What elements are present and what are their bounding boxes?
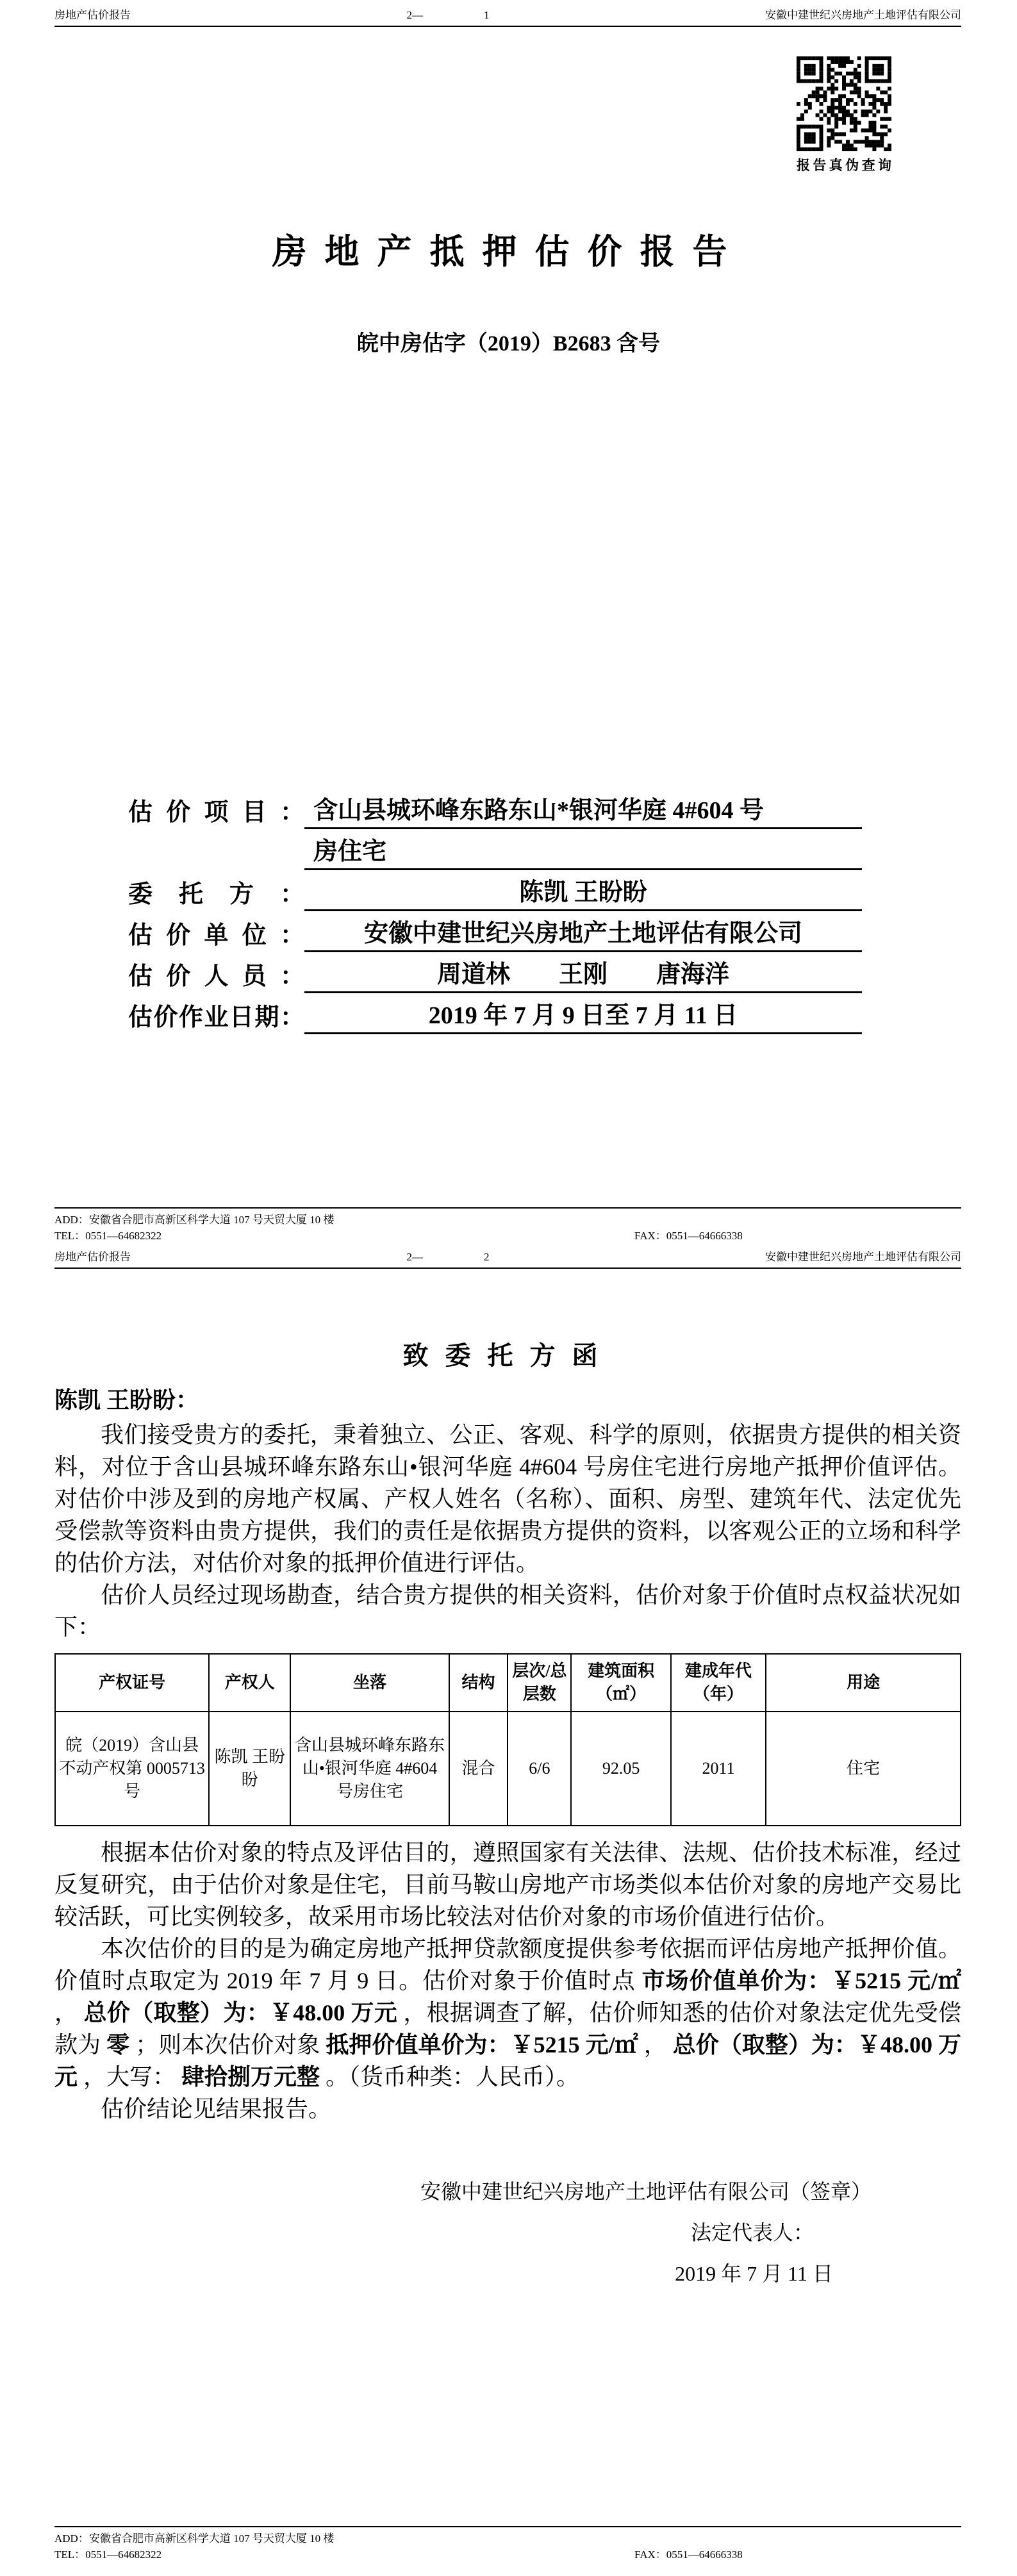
signature-block: [54, 2171, 961, 2294]
header-page-number: [407, 9, 490, 22]
report-title: 房地产抵押估价报告: [272, 233, 745, 271]
form-label-empty: [128, 868, 304, 870]
cover-form: [128, 788, 862, 1034]
cell-structure: 混合: [449, 1712, 508, 1826]
page-footer: [54, 1207, 961, 1242]
header-company-name: 安徽中建世纪兴房地产土地评估有限公司: [765, 1251, 961, 1263]
para4-segment: ；则本次估价对象: [135, 2032, 320, 2058]
col-header-structure: 结构: [449, 1654, 508, 1712]
property-rights-table: [54, 1653, 961, 1826]
cell-floor: 6/6: [508, 1712, 571, 1826]
header-doc-title: 房地产估价报告: [54, 9, 131, 21]
form-value-work-dates: 2019 年 7 月 9 日至 7 月 11 日: [304, 1002, 862, 1034]
page-header: [54, 1242, 961, 1269]
header-page-number: [407, 1251, 490, 1264]
form-row-project-continued: [128, 829, 862, 870]
footer-tel: TEL：0551—64682322: [54, 2548, 162, 2561]
para4-segment-zero: 零: [106, 2032, 130, 2058]
para4-segment-market-unit-price: 市场价值单价为：￥5215 元/㎡: [641, 1968, 961, 1994]
form-value-agency: 安徽中建世纪兴房地产土地评估有限公司: [304, 920, 862, 952]
signature-date: 2019 年 7 月 11 日: [675, 2262, 833, 2285]
form-row-client: [128, 870, 862, 911]
footer-tel: TEL：0551—64682322: [54, 1230, 162, 1242]
col-header-area: 建筑面积（㎡）: [571, 1654, 670, 1712]
form-value-project: 含山县城环峰东路东山*银河华庭 4#604 号: [304, 797, 862, 829]
table-header-row: [55, 1654, 961, 1712]
form-row-project: [128, 788, 862, 829]
header-page-num: 2: [484, 1251, 490, 1263]
form-label-appraisers: 估价人员：: [128, 963, 304, 990]
header-page-num: 1: [484, 9, 490, 21]
form-value-client: 陈凯 王盼盼: [304, 879, 862, 911]
form-row-appraisers: [128, 952, 862, 993]
header-company-name: 安徽中建世纪兴房地产土地评估有限公司: [765, 9, 961, 21]
para4-segment: ，大写：: [83, 2064, 176, 2090]
cell-year-built: 2011: [671, 1712, 766, 1826]
signature-company: 安徽中建世纪兴房地产土地评估有限公司（签章）: [420, 2180, 872, 2203]
page-footer: [54, 2526, 961, 2563]
page-2: [0, 1242, 1017, 2576]
header-doc-title: 房地产估价报告: [54, 1251, 131, 1263]
paragraph-survey: 估价人员经过现场勘查，结合贵方提供的相关资料，估价对象于价值时点权益状况如下：: [54, 1582, 961, 1640]
cell-area: 92.05: [571, 1712, 670, 1826]
cell-usage: 住宅: [766, 1712, 961, 1826]
col-header-usage: 用途: [766, 1654, 961, 1712]
col-header-year-built: 建成年代（年）: [671, 1654, 766, 1712]
paragraph-commission: 我们接受贵方的委托，秉着独立、公正、客观、科学的原则，依据贵方提供的相关资料，对位于含山县城环峰东路东山•银河华庭 4#604 号房住宅进行房地产抵押价值评估。对估价中涉及到的房地产权属、产权人姓名（名称）、面积、房型、建筑年代、法定优先受偿款等资料由贵方提供，我们的责任是依据贵方提供的资料，以客观公正的立场和科学的估价方法，对估价对象的抵押价值进行评估。: [54, 1422, 961, 1576]
cell-certificate-no: 皖（2019）含山县不动产权第 0005713 号: [55, 1712, 209, 1826]
para4-segment-mortgage-total: 总价（取整）为：￥48.00 万元: [54, 2032, 961, 2090]
para4-segment: 。（货币种类：人民币）。: [326, 2064, 580, 2090]
header-page-prefix: 2—: [406, 1251, 423, 1263]
para4-segment: ，: [54, 2000, 78, 2026]
header-page-prefix: 2—: [406, 9, 423, 21]
footer-contact-row: [54, 2547, 961, 2563]
form-label-project: 估价项目：: [128, 799, 304, 826]
page-header: [54, 0, 961, 27]
para4-segment: ，: [643, 2032, 667, 2058]
col-header-certificate-no: 产权证号: [55, 1654, 209, 1712]
footer-contact-row: [54, 1228, 961, 1242]
para4-segment: ，根据调查了解，估价师知悉的估价对象法定优先受偿款为: [54, 2000, 961, 2058]
footer-address: ADD：安徽省合肥市高新区科学大道 107 号天贸大厦 10 楼: [54, 2532, 335, 2545]
form-value-appraisers: 周道林 王刚 唐海洋: [304, 961, 862, 993]
footer-fax: FAX：0551—64666338: [634, 2548, 743, 2561]
form-label-agency: 估价单位：: [128, 922, 304, 949]
cell-owner: 陈凯 王盼盼: [209, 1712, 290, 1826]
form-row-work-dates: [128, 993, 862, 1034]
form-label-work-dates: 估价作业日期：: [128, 1004, 304, 1031]
page-1: [0, 0, 1017, 1242]
form-label-client: 委托方：: [128, 881, 304, 908]
para4-segment-amount-in-words: 肆拾捌万元整: [181, 2064, 320, 2090]
letter-title: 致委托方函: [402, 1341, 615, 1370]
signature-legal-rep: 法定代表人：: [690, 2221, 814, 2244]
qr-verification-block: [797, 56, 891, 174]
form-value-project-continued: 房住宅: [304, 838, 862, 870]
footer-fax: FAX：0551—64666338: [634, 1230, 743, 1242]
table-row: [55, 1712, 961, 1826]
letter-body: [54, 1384, 961, 2294]
paragraph-method: 根据本估价对象的特点及评估目的，遵照国家有关法律、法规、估价技术标准，经过反复研究，由于估价对象是住宅，目前马鞍山房地产市场类似本估价对象的房地产交易比较活跃，可比实例较多，故采用市场比较法对估价对象的市场价值进行估价。: [54, 1840, 961, 1929]
qr-code-icon: [797, 56, 891, 151]
cell-location: 含山县城环峰东路东山•银河华庭 4#604 号房住宅: [290, 1712, 449, 1826]
para4-segment-market-total: 总价（取整）为：￥48.00 万元: [83, 2000, 398, 2026]
col-header-floor: 层次/总层数: [508, 1654, 571, 1712]
paragraph-valuation-result: [54, 1933, 961, 2093]
para4-segment-mortgage-unit-price: 抵押价值单价为：￥5215 元/㎡: [326, 2032, 638, 2058]
form-row-agency: [128, 911, 862, 952]
report-number: 皖中房估字（2019）B2683 含号: [356, 332, 661, 356]
col-header-location: 坐落: [290, 1654, 449, 1712]
col-header-owner: 产权人: [209, 1654, 290, 1712]
qr-label: 报告真伪查询: [797, 158, 891, 173]
para4-segment: 本次估价的目的是为确定房地产抵押贷款额度提供参考依据而评估房地产抵押价值。价值时点取定为 2019 年 7 月 9 日。估价对象于价值时点: [54, 1936, 961, 1994]
footer-address: ADD：安徽省合肥市高新区科学大道 107 号天贸大厦 10 楼: [54, 1214, 335, 1226]
salutation: 陈凯 王盼盼：: [54, 1387, 199, 1413]
paragraph-conclusion: 估价结论见结果报告。: [101, 2096, 332, 2122]
